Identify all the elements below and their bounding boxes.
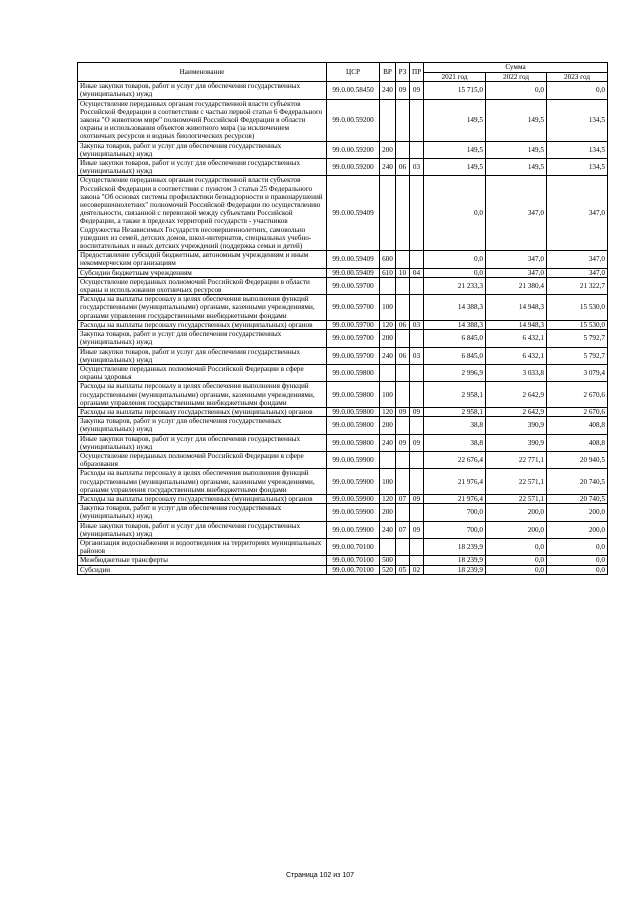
cell-y2021: 21 233,3 [424,277,486,294]
cell-name: Иные закупки товаров, работ и услуг для обеспечения государственных (муниципальных) нужд [78,521,327,538]
cell-pr [410,364,424,381]
table-row [78,434,608,451]
cell-name: Субсидии бюджетным учреждениям [78,268,327,277]
header-vr: ВР [380,63,396,82]
cell-csr: 99.0.00.70100 [327,565,380,574]
cell-rz [396,417,410,434]
cell-y2022: 200,0 [486,504,547,521]
cell-rz [396,277,410,294]
cell-name: Расходы на выплаты персоналу в целях обеспечения выполнения функций государственными (муниципальными) органами, казенными учреждениями, органами управления государственными внебюджетными фондами [78,382,327,408]
cell-vr: 600 [380,251,396,268]
cell-rz: 09 [396,82,410,99]
budget-table [77,62,608,575]
cell-y2022: 14 948,3 [486,295,547,321]
cell-vr: 100 [380,382,396,408]
cell-y2023: 408,8 [547,434,608,451]
cell-name: Закупка товаров, работ и услуг для обеспечения государственных (муниципальных) нужд [78,330,327,347]
table-row [78,451,608,468]
cell-pr: 03 [410,320,424,329]
cell-y2021: 18 239,9 [424,565,486,574]
cell-vr: 100 [380,469,396,495]
cell-y2023: 347,0 [547,251,608,268]
cell-name: Расходы на выплаты персоналу государственных (муниципальных) органов [78,494,327,503]
cell-pr [410,295,424,321]
cell-y2023: 0,0 [547,538,608,555]
cell-vr: 240 [380,159,396,176]
table-body [78,82,608,575]
cell-csr: 99.0.00.59800 [327,407,380,416]
cell-rz: 05 [396,565,410,574]
cell-name: Иные закупки товаров, работ и услуг для обеспечения государственных (муниципальных) нужд [78,82,327,99]
header-name: Наименование [78,63,327,82]
cell-y2023: 5 792,7 [547,347,608,364]
cell-name: Расходы на выплаты персоналу в целях обеспечения выполнения функций государственными (муниципальными) органами, казенными учреждениями, органами управления государственными внебюджетными фондами [78,295,327,321]
cell-y2023: 21 322,7 [547,277,608,294]
cell-csr: 99.0.00.70100 [327,538,380,555]
table-row [78,382,608,408]
cell-y2023: 0,0 [547,82,608,99]
cell-y2021: 38,8 [424,434,486,451]
cell-rz [396,556,410,565]
cell-y2022: 347,0 [486,251,547,268]
cell-y2023: 0,0 [547,565,608,574]
cell-y2023: 408,8 [547,417,608,434]
cell-y2021: 18 239,9 [424,538,486,555]
cell-rz [396,364,410,381]
cell-y2022: 2 642,9 [486,382,547,408]
cell-y2022: 347,0 [486,268,547,277]
cell-vr: 200 [380,141,396,158]
cell-vr: 200 [380,504,396,521]
cell-name: Осуществление переданных полномочий Российской Федерации в сфере образования [78,451,327,468]
cell-name: Межбюджетные трансферты [78,556,327,565]
cell-rz [396,295,410,321]
table-row [78,268,608,277]
cell-y2021: 18 239,9 [424,556,486,565]
cell-csr: 99.0.00.59200 [327,159,380,176]
cell-vr [380,99,396,141]
cell-name: Иные закупки товаров, работ и услуг для обеспечения государственных (муниципальных) нужд [78,159,327,176]
cell-rz: 07 [396,494,410,503]
cell-rz [396,382,410,408]
cell-vr: 240 [380,347,396,364]
cell-csr: 99.0.00.59700 [327,295,380,321]
cell-y2023: 200,0 [547,504,608,521]
cell-pr [410,382,424,408]
cell-y2023: 15 530,0 [547,295,608,321]
cell-pr: 09 [410,434,424,451]
cell-pr: 09 [410,82,424,99]
cell-name: Организация водоснабжения и водоотведения на территориях муниципальных районов [78,538,327,555]
cell-y2022: 2 642,9 [486,407,547,416]
cell-name: Осуществление переданных полномочий Российской Федерации в сфере охраны здоровья [78,364,327,381]
header-2021: 2021 год [424,73,486,82]
cell-name: Осуществление переданных органам государственной власти субъектов Российской Федерации в соответствии с пунктом 3 статьи 25 Федерального закона "Об основах системы профилактики безнадзорности и правонарушений несовершеннолетних" полномочий Российской Федерации по осуществлению деятельности, связанной с перевозкой между субъектами Российской Федерации, а также в пределах территорий государств - участников Содружества Независимых Государств несовершеннолетних, самовольно ушедших из семей, детских домов, школ-интернатов, специальных учебно-воспитательных и иных детских учреждений (поддержка семьи и детей) [78,176,327,251]
cell-csr: 99.0.00.59409 [327,251,380,268]
cell-csr: 99.0.00.59800 [327,364,380,381]
cell-y2021: 700,0 [424,521,486,538]
cell-csr: 99.0.00.59900 [327,521,380,538]
cell-y2023: 347,0 [547,176,608,251]
cell-pr: 09 [410,494,424,503]
cell-name: Закупка товаров, работ и услуг для обеспечения государственных (муниципальных) нужд [78,417,327,434]
table-row [78,347,608,364]
cell-rz: 06 [396,159,410,176]
cell-y2023: 3 079,4 [547,364,608,381]
cell-name: Предоставление субсидий бюджетным, автономным учреждениям и иным некоммерческим организациям [78,251,327,268]
cell-pr: 03 [410,159,424,176]
cell-y2021: 2 958,1 [424,382,486,408]
table-row [78,159,608,176]
cell-y2021: 700,0 [424,504,486,521]
cell-y2022: 3 033,8 [486,364,547,381]
cell-y2022: 14 948,3 [486,320,547,329]
cell-name: Иные закупки товаров, работ и услуг для обеспечения государственных (муниципальных) нужд [78,434,327,451]
table-row [78,82,608,99]
cell-csr: 99.0.00.59700 [327,330,380,347]
cell-y2022: 347,0 [486,176,547,251]
table-row [78,141,608,158]
cell-y2021: 38,8 [424,417,486,434]
table-row [78,494,608,503]
cell-y2023: 347,0 [547,268,608,277]
header-sum: Сумма [424,63,608,73]
cell-rz: 09 [396,434,410,451]
cell-y2023: 134,5 [547,99,608,141]
cell-name: Субсидии [78,565,327,574]
cell-y2021: 14 388,3 [424,295,486,321]
cell-pr: 09 [410,521,424,538]
cell-rz [396,99,410,141]
cell-rz [396,451,410,468]
cell-pr [410,277,424,294]
cell-y2023: 134,5 [547,141,608,158]
cell-y2022: 390,9 [486,434,547,451]
cell-vr: 240 [380,82,396,99]
cell-name: Осуществление переданных полномочий Российской Федерации в области охраны и использования охотничьих ресурсов [78,277,327,294]
cell-vr [380,538,396,555]
cell-y2022: 149,5 [486,159,547,176]
cell-vr: 500 [380,556,396,565]
cell-y2021: 14 388,3 [424,320,486,329]
cell-csr: 99.0.00.59700 [327,347,380,364]
cell-csr: 99.0.00.59800 [327,417,380,434]
cell-y2023: 20 940,5 [547,451,608,468]
cell-y2021: 6 845,0 [424,330,486,347]
table-row [78,176,608,251]
cell-pr [410,141,424,158]
cell-y2022: 21 380,4 [486,277,547,294]
cell-y2021: 22 676,4 [424,451,486,468]
header-rz: РЗ [396,63,410,82]
cell-pr [410,99,424,141]
cell-y2022: 0,0 [486,82,547,99]
table-row [78,330,608,347]
cell-y2021: 0,0 [424,176,486,251]
table-row [78,565,608,574]
cell-pr: 04 [410,268,424,277]
cell-y2023: 20 740,5 [547,494,608,503]
table-row [78,99,608,141]
cell-csr: 99.0.00.59200 [327,141,380,158]
table-row [78,320,608,329]
table-row [78,407,608,416]
cell-y2021: 149,5 [424,159,486,176]
cell-y2021: 2 996,9 [424,364,486,381]
page-footer: Страница 102 из 107 [285,872,355,879]
cell-csr: 99.0.00.59800 [327,382,380,408]
cell-name: Расходы на выплаты персоналу в целях обеспечения выполнения функций государственными (муниципальными) органами, казенными учреждениями, органами управления государственными внебюджетными фондами [78,469,327,495]
cell-rz: 07 [396,521,410,538]
cell-y2021: 15 715,0 [424,82,486,99]
cell-vr: 240 [380,521,396,538]
cell-csr: 99.0.00.59800 [327,434,380,451]
cell-y2021: 21 976,4 [424,469,486,495]
cell-y2021: 149,5 [424,99,486,141]
header-csr: ЦСР [327,63,380,82]
cell-pr: 09 [410,407,424,416]
cell-y2021: 6 845,0 [424,347,486,364]
cell-pr [410,538,424,555]
cell-y2022: 6 432,1 [486,330,547,347]
cell-vr [380,451,396,468]
cell-rz [396,251,410,268]
cell-y2023: 20 740,5 [547,469,608,495]
cell-y2023: 5 792,7 [547,330,608,347]
table-row [78,277,608,294]
cell-y2022: 22 571,1 [486,494,547,503]
cell-csr: 99.0.00.59700 [327,277,380,294]
cell-vr: 100 [380,295,396,321]
cell-y2021: 0,0 [424,251,486,268]
cell-y2022: 149,5 [486,141,547,158]
cell-name: Иные закупки товаров, работ и услуг для обеспечения государственных (муниципальных) нужд [78,347,327,364]
cell-pr [410,417,424,434]
cell-csr: 99.0.00.59900 [327,504,380,521]
cell-y2021: 21 976,4 [424,494,486,503]
cell-vr: 120 [380,494,396,503]
cell-rz: 06 [396,320,410,329]
cell-csr: 99.0.00.59700 [327,320,380,329]
cell-y2023: 134,5 [547,159,608,176]
cell-y2023: 200,0 [547,521,608,538]
header-2022: 2022 год [486,73,547,82]
cell-name: Закупка товаров, работ и услуг для обеспечения государственных (муниципальных) нужд [78,504,327,521]
cell-pr [410,451,424,468]
cell-vr: 200 [380,417,396,434]
cell-vr: 120 [380,407,396,416]
cell-pr [410,556,424,565]
cell-rz [396,141,410,158]
cell-y2023: 15 530,0 [547,320,608,329]
cell-y2022: 149,5 [486,99,547,141]
table-row [78,469,608,495]
cell-y2021: 0,0 [424,268,486,277]
cell-vr [380,176,396,251]
cell-rz [396,538,410,555]
cell-pr [410,330,424,347]
cell-y2022: 0,0 [486,565,547,574]
cell-csr: 99.0.00.59200 [327,99,380,141]
cell-pr [410,176,424,251]
cell-rz: 10 [396,268,410,277]
cell-vr: 610 [380,268,396,277]
cell-name: Осуществление переданных органам государственной власти субъектов Российской Федерации в соответствии с частью первой статьи 6 Федерального закона "О животном мире" полномочий Российской Федерации в области охраны и использования объектов животного мира (за исключением охотничьих ресурсов и водных биологических ресурсов) [78,99,327,141]
cell-rz: 09 [396,407,410,416]
table-row [78,295,608,321]
table-row [78,417,608,434]
cell-csr: 99.0.00.58450 [327,82,380,99]
cell-csr: 99.0.00.59900 [327,469,380,495]
table-row [78,556,608,565]
cell-rz [396,504,410,521]
table-row [78,251,608,268]
cell-csr: 99.0.00.59900 [327,451,380,468]
table-row [78,521,608,538]
cell-y2022: 0,0 [486,556,547,565]
cell-y2023: 2 670,6 [547,382,608,408]
cell-y2022: 22 571,1 [486,469,547,495]
header-pr: ПР [410,63,424,82]
cell-pr [410,504,424,521]
cell-pr: 02 [410,565,424,574]
table-row [78,504,608,521]
cell-name: Закупка товаров, работ и услуг для обеспечения государственных (муниципальных) нужд [78,141,327,158]
cell-y2021: 2 958,1 [424,407,486,416]
cell-y2022: 390,9 [486,417,547,434]
header-2023: 2023 год [547,73,608,82]
cell-y2023: 0,0 [547,556,608,565]
cell-y2023: 2 670,6 [547,407,608,416]
cell-rz [396,330,410,347]
cell-vr: 520 [380,565,396,574]
cell-vr [380,364,396,381]
cell-name: Расходы на выплаты персоналу государственных (муниципальных) органов [78,320,327,329]
cell-y2022: 200,0 [486,521,547,538]
cell-y2022: 0,0 [486,538,547,555]
cell-vr [380,277,396,294]
table-row [78,538,608,555]
cell-pr [410,469,424,495]
cell-csr: 99.0.00.59900 [327,494,380,503]
cell-rz [396,176,410,251]
cell-vr: 120 [380,320,396,329]
cell-pr: 03 [410,347,424,364]
table-row [78,364,608,381]
cell-csr: 99.0.00.59409 [327,176,380,251]
cell-y2022: 22 771,1 [486,451,547,468]
cell-vr: 240 [380,434,396,451]
cell-name: Расходы на выплаты персоналу государственных (муниципальных) органов [78,407,327,416]
cell-vr: 200 [380,330,396,347]
cell-y2021: 149,5 [424,141,486,158]
cell-rz [396,469,410,495]
cell-csr: 99.0.00.59409 [327,268,380,277]
cell-pr [410,251,424,268]
cell-y2022: 6 432,1 [486,347,547,364]
cell-rz: 06 [396,347,410,364]
cell-csr: 99.0.00.70100 [327,556,380,565]
